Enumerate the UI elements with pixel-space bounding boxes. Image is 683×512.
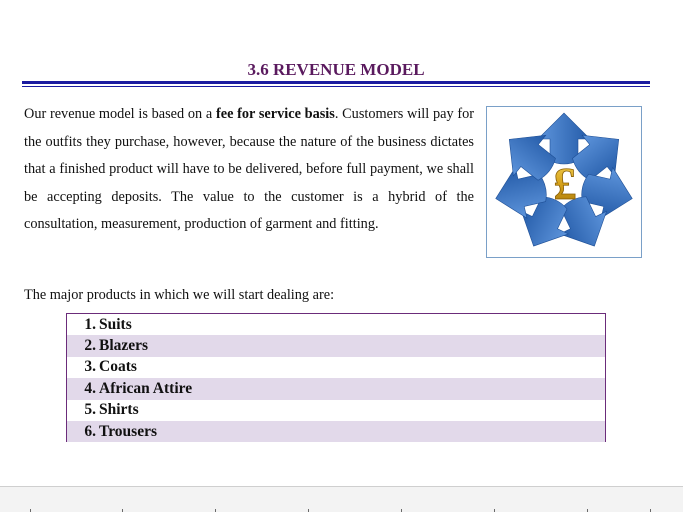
- products-intro: The major products in which we will start dealing are:: [24, 287, 335, 303]
- list-item-number: 4.: [84, 379, 96, 397]
- revenue-paragraph: [24, 101, 474, 239]
- paragraph-text-end: . Customers will pay for the outfits they purchase, however, because the nature of the business dictates that a finished product will have to be delivered, before full payment, we shall be accepting deposits. The value to the customer is a hybrid of the consultation, measurement, production of garment and fitting.: [24, 106, 474, 232]
- pound-sign: £: [553, 158, 577, 209]
- list-item: [67, 314, 605, 335]
- list-item-number: 1.: [84, 315, 96, 333]
- list-item: [67, 357, 605, 378]
- list-item-number: 6.: [84, 422, 96, 440]
- list-item: [67, 335, 605, 356]
- heading-rule-thick: [22, 81, 650, 84]
- paragraph-bold-text: fee for service basis: [215, 106, 335, 122]
- list-item-number: 2.: [84, 337, 96, 355]
- pound-sign-with-outward-arrows-icon: [487, 107, 641, 257]
- list-item: [67, 378, 605, 399]
- heading-rule-thin: [22, 86, 650, 87]
- section-heading: 3.6 REVENUE MODEL: [247, 60, 425, 79]
- list-item-label: Blazers: [99, 337, 149, 355]
- products-list: [66, 313, 606, 442]
- revenue-figure: [486, 106, 642, 258]
- list-item-number: 3.: [84, 358, 96, 376]
- window-bottom-bar: [0, 486, 683, 512]
- list-item-label: African Attire: [99, 379, 193, 397]
- list-item-label: Trousers: [99, 422, 157, 440]
- list-item-label: Suits: [99, 315, 132, 333]
- list-item: [67, 400, 605, 421]
- paragraph-text-start: Our revenue model is based on a: [24, 106, 216, 122]
- list-item: [67, 421, 605, 442]
- list-item-label: Shirts: [99, 401, 139, 419]
- list-item-number: 5.: [84, 401, 96, 419]
- list-item-label: Coats: [99, 358, 137, 376]
